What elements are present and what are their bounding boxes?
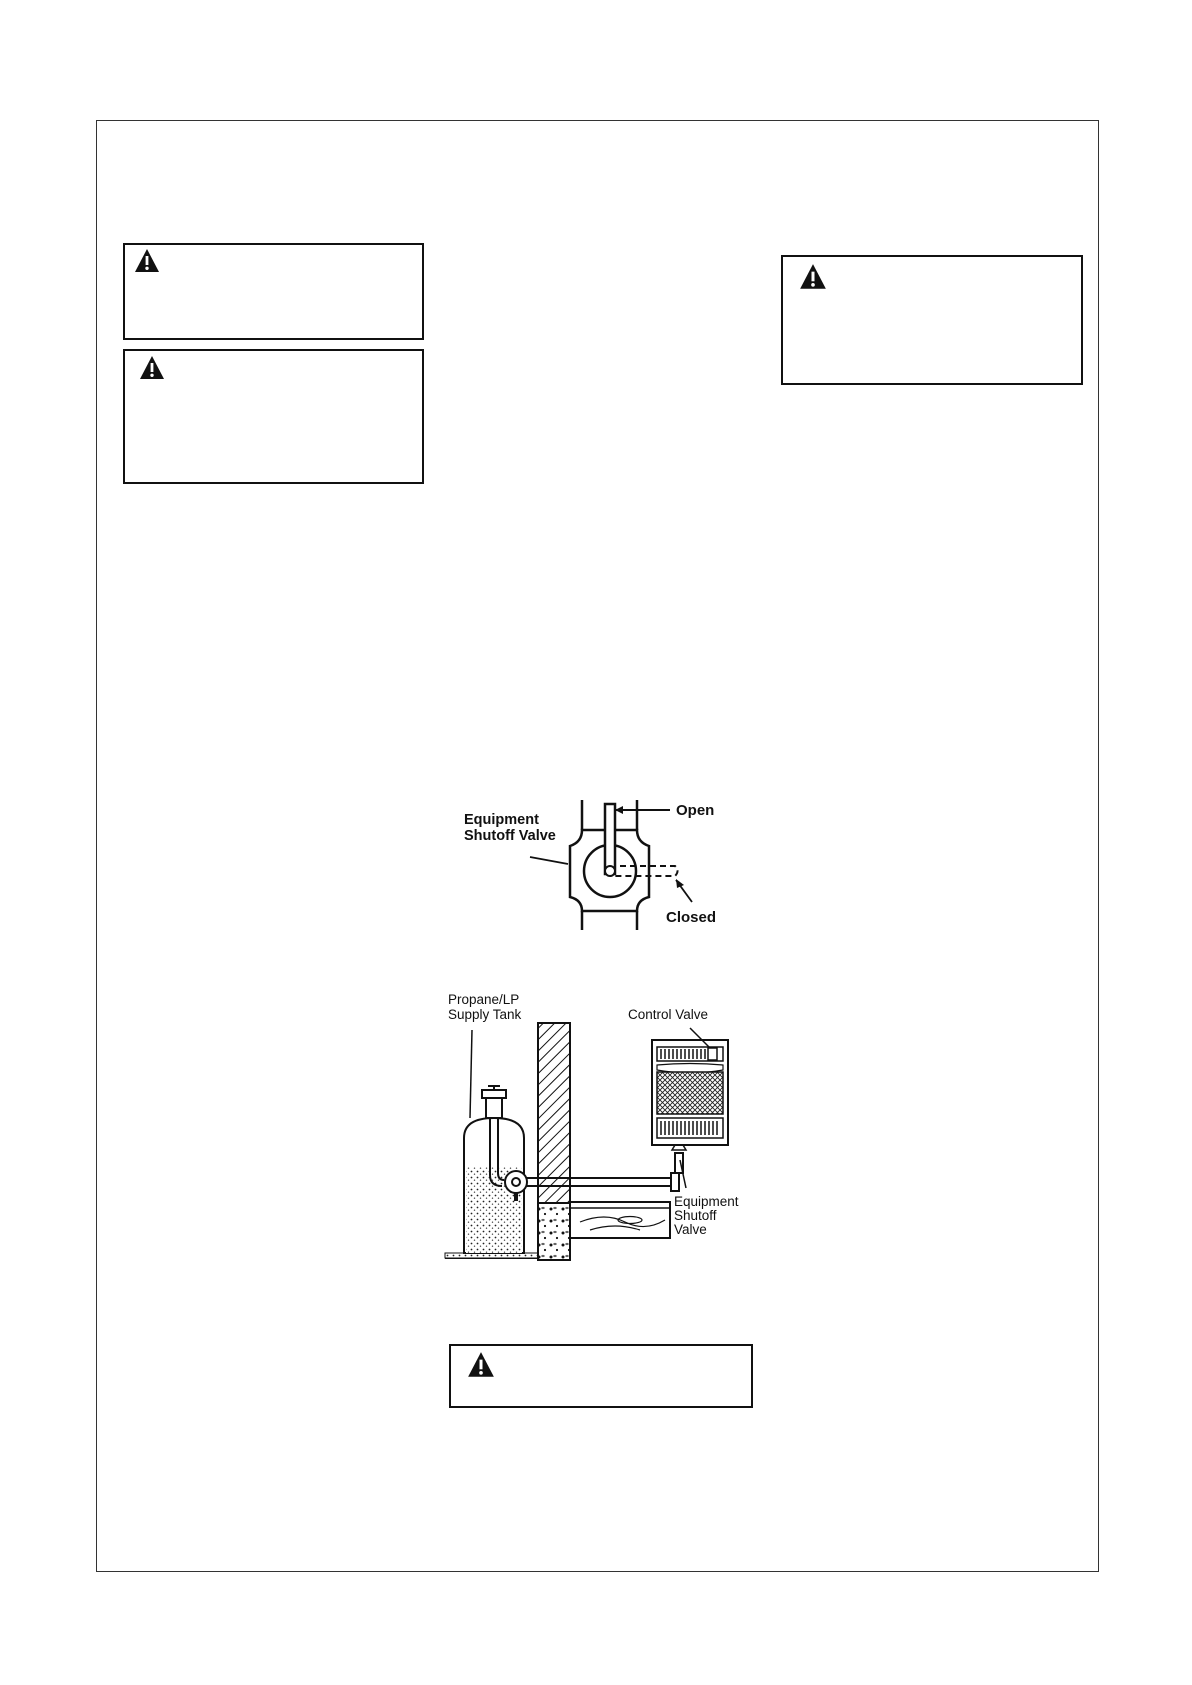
warning-icon — [138, 354, 166, 382]
lp-installation-diagram — [440, 990, 750, 1270]
wall — [538, 1023, 570, 1203]
label-equipment-2: Equipment — [674, 1194, 739, 1209]
equipment-shutoff-valve — [671, 1173, 679, 1191]
warning-box-3 — [781, 255, 1083, 385]
label-equipment: Equipment — [464, 812, 539, 828]
heater-burner — [657, 1072, 723, 1114]
label-propane-lp: Propane/LP — [448, 992, 520, 1007]
warning-box-2 — [123, 349, 424, 484]
warning-box-4 — [449, 1344, 753, 1408]
label-closed: Closed — [666, 909, 717, 926]
shutoff-valve-diagram — [455, 790, 735, 940]
open-handle — [605, 804, 615, 874]
warning-icon — [133, 247, 161, 275]
label-shutoff: Shutoff — [674, 1208, 717, 1223]
control-valve-knob — [708, 1048, 717, 1060]
warning-box-1 — [123, 243, 424, 340]
label-supply-tank: Supply Tank — [448, 1007, 522, 1022]
label-shutoff-valve: Shutoff Valve — [464, 828, 556, 844]
foundation — [538, 1203, 570, 1260]
warning-icon — [465, 1350, 497, 1380]
label-open: Open — [676, 802, 715, 819]
label-valve: Valve — [674, 1222, 707, 1237]
label-control-valve: Control Valve — [628, 1007, 709, 1022]
warning-icon — [797, 262, 829, 292]
